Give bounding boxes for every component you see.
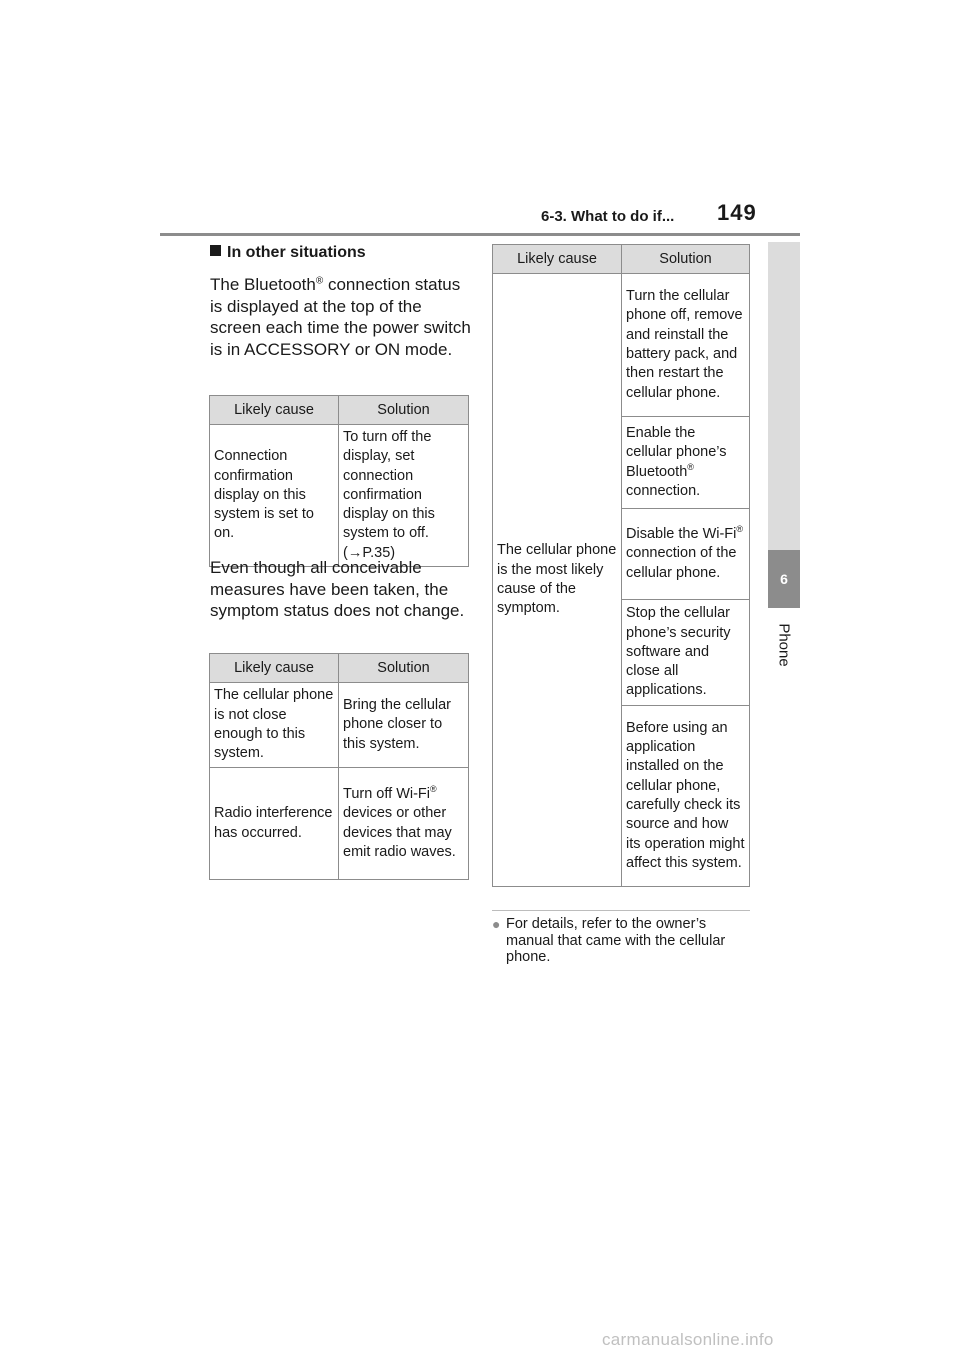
solution-text-end: devices or other devices that may emit radio waves. [343,805,456,860]
header-divider [160,233,800,236]
solution-text: To turn off the display, set connection confirmation display on this system to off. ( [343,429,435,561]
column-header-cause: Likely cause [493,245,622,274]
column-header-solution: Solution [339,396,469,425]
solution-cell [339,768,469,880]
table-row [210,425,469,567]
section-heading [210,244,366,262]
solution-text-end: connection. [626,482,701,499]
table-confirmation-display [209,395,469,567]
note-text: For details, refer to the owner’s manual that came with the cellular phone. [506,916,726,965]
cause-cell: Connection confirmation display on this system is set to on. [210,425,339,567]
watermark: carmanualsonline.info [602,1330,774,1349]
arrow-icon: → [347,544,363,561]
symptom-paragraph: Even though all conceivable measures have been taken, the symptom status does not change. [210,558,465,620]
chapter-label-text: Phone [775,623,793,667]
solution-cell: Turn the cellular phone off, remove and reinstall the battery pack, and then restart the cellular phone. [622,274,750,417]
solution-text: Turn off Wi-Fi [343,785,431,802]
column-header-cause: Likely cause [210,396,339,425]
note [492,916,754,966]
solution-cell: Bring the cellular phone closer to this system. [339,683,469,768]
registered-mark: ® [315,275,324,287]
solution-cell: Before using an application installed on the cellular phone, carefully check its source and how its operation might affect this system. [622,706,750,887]
registered-mark: ® [430,784,437,795]
solution-text: Enable the cellular phone’s Bluetooth [626,424,727,480]
note-divider [492,910,750,911]
square-bullet-icon [210,245,221,256]
table-connection-issues [209,653,469,880]
solution-cell [622,509,750,600]
cause-cell: The cellular phone is not close enough to this system. [210,683,339,768]
solution-cell [339,425,469,567]
table-phone-cause [492,244,750,887]
solution-cell [622,417,750,509]
cause-cell: The cellular phone is the most likely cause of the symptom. [493,274,622,887]
intro-paragraph [210,274,472,360]
column-header-solution: Solution [622,245,750,274]
solution-cell: Stop the cellular phone’s security software and close all applications. [622,600,750,706]
table-row [493,274,750,417]
cause-cell: Radio interference has occurred. [210,768,339,880]
chapter-number: 6 [768,550,800,608]
column-header-cause: Likely cause [210,654,339,683]
registered-mark: ® [687,461,694,472]
registered-mark: ® [736,524,744,535]
page-number: 149 [717,200,757,225]
table-row [210,683,469,768]
page-reference-link[interactable]: P.35) [362,544,396,561]
chapter-label [769,610,799,680]
solution-text-end: connection of the cellular phone. [626,545,737,581]
intro-text-start: The Bluetooth [210,275,316,294]
solution-text: Disable the Wi-Fi [626,526,737,543]
column-header-solution: Solution [339,654,469,683]
bullet-icon: ● [492,916,501,932]
section-title: 6-3. What to do if... [541,208,675,225]
table-row [210,768,469,880]
section-heading-text: In other situations [227,244,366,261]
intro-text-end: connection status is displayed at the top of the screen each time the power switch is in ACCESSORY or ON mode. [210,275,471,359]
